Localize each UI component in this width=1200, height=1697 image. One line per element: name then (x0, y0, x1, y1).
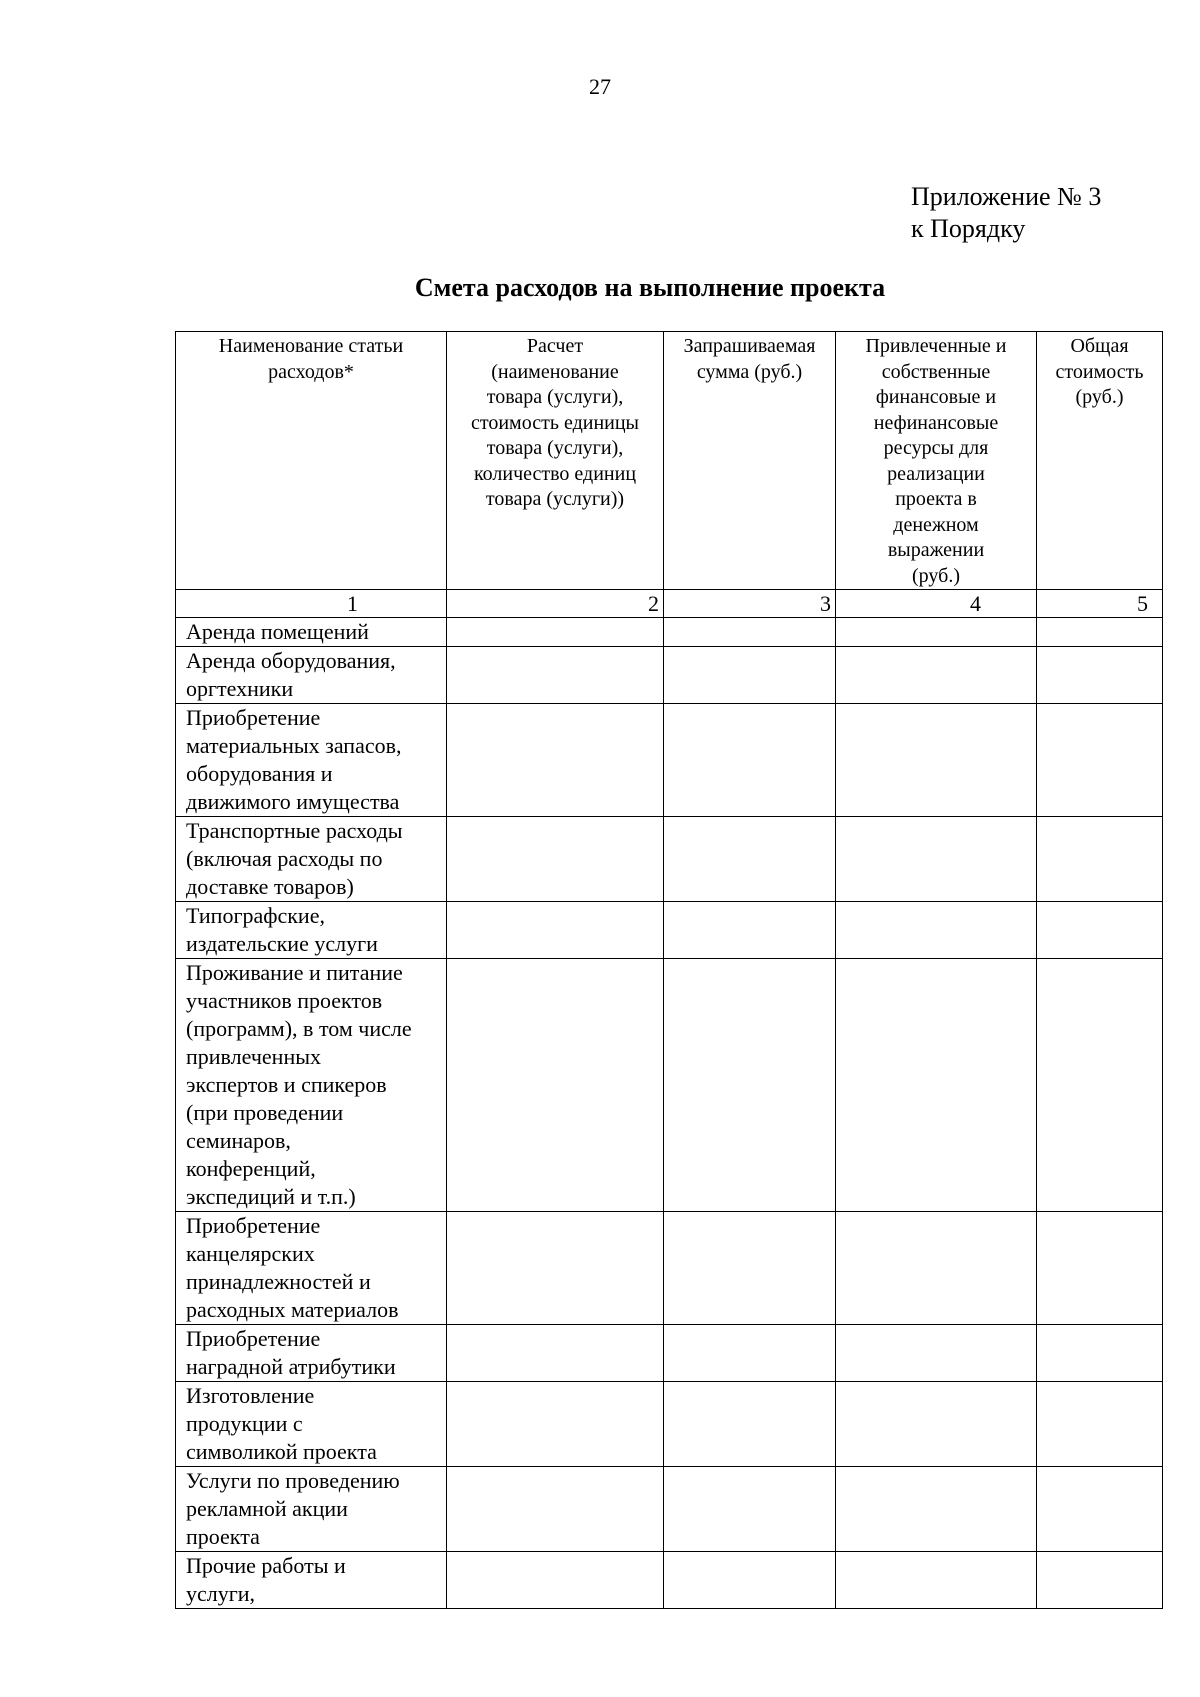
attracted-resources-cell (836, 1212, 1037, 1325)
expense-item-name (176, 1325, 447, 1382)
expense-item-name (176, 902, 447, 959)
attracted-resources-cell (836, 1325, 1037, 1382)
requested-sum-cell (664, 1325, 836, 1382)
column-number-4: 4 (836, 590, 1037, 618)
table-row (176, 1325, 1163, 1382)
table-row (176, 1467, 1163, 1552)
header-row (176, 332, 1163, 590)
column-number-row (176, 590, 1163, 618)
total-cost-cell (1037, 1212, 1163, 1325)
expense-item-label: Транспортные расходы (включая расходы по доставке товаров) (186, 818, 403, 899)
calculation-cell (447, 618, 664, 647)
expense-item-name (176, 1552, 447, 1609)
requested-sum-cell (664, 647, 836, 704)
total-cost-cell (1037, 1325, 1163, 1382)
total-cost-cell (1037, 902, 1163, 959)
attracted-resources-cell (836, 704, 1037, 817)
calculation-cell (447, 704, 664, 817)
requested-sum-cell (664, 902, 836, 959)
expense-item-label: Приобретение наградной атрибутики (186, 1326, 396, 1379)
column-number-1: 1 (176, 590, 447, 618)
total-cost-cell (1037, 1552, 1163, 1609)
table-row (176, 1552, 1163, 1609)
calculation-cell (447, 959, 664, 1212)
expense-item-name (176, 1382, 447, 1467)
total-cost-cell (1037, 704, 1163, 817)
appendix-number: Приложение № 3 (911, 182, 1102, 211)
expense-item-name (176, 1212, 447, 1325)
calculation-cell (447, 1325, 664, 1382)
expense-item-name (176, 959, 447, 1212)
expense-item-label: Типографские, издательские услуги (186, 903, 378, 956)
header-item-name (176, 332, 447, 590)
header-requested-sum (664, 332, 836, 590)
calculation-cell (447, 902, 664, 959)
expense-item-name (176, 618, 447, 647)
attracted-resources-cell (836, 902, 1037, 959)
expense-item-label: Аренда оборудования, оргтехники (186, 648, 396, 701)
table-row (176, 704, 1163, 817)
requested-sum-cell (664, 1467, 836, 1552)
attracted-resources-cell (836, 817, 1037, 902)
header-requested-sum-text: Запрашиваемая сумма (руб.) (683, 335, 816, 383)
attracted-resources-cell (836, 1467, 1037, 1552)
expense-item-label: Услуги по проведению рекламной акции проекта (186, 1468, 400, 1549)
expense-item-label: Аренда помещений (186, 619, 369, 644)
requested-sum-cell (664, 704, 836, 817)
table-row (176, 647, 1163, 704)
document-title: Смета расходов на выполнение проекта (414, 273, 886, 302)
column-number-3: 3 (664, 590, 836, 618)
table-row (176, 1382, 1163, 1467)
header-attracted-resources (836, 332, 1037, 590)
expense-item-name (176, 647, 447, 704)
table-row (176, 959, 1163, 1212)
header-calculation (447, 332, 664, 590)
appendix-reference: к Порядку (911, 214, 1026, 243)
expense-item-label: Изготовление продукции с символикой проекта (186, 1383, 377, 1464)
requested-sum-cell (664, 1212, 836, 1325)
requested-sum-cell (664, 1552, 836, 1609)
header-item-name-text: Наименование статьи расходов* (218, 335, 404, 383)
table-row (176, 902, 1163, 959)
calculation-cell (447, 1467, 664, 1552)
total-cost-cell (1037, 817, 1163, 902)
header-calculation-text: Расчет (наименование товара (услуги), стоимость единицы товара (услуги), количество единиц товара (услуги)) (471, 335, 639, 510)
calculation-cell (447, 817, 664, 902)
attracted-resources-cell (836, 1552, 1037, 1609)
expense-item-name (176, 817, 447, 902)
total-cost-cell (1037, 647, 1163, 704)
column-number-5: 5 (1037, 590, 1163, 618)
expense-item-name (176, 704, 447, 817)
total-cost-cell (1037, 1467, 1163, 1552)
table-row (176, 618, 1163, 647)
header-total-cost (1037, 332, 1163, 590)
table-row (176, 1212, 1163, 1325)
expense-item-label: Прочие работы и услуги, (186, 1553, 346, 1606)
expense-item-label: Приобретение канцелярских принадлежностей и расходных материалов (186, 1213, 399, 1322)
appendix-note (911, 181, 1101, 245)
total-cost-cell (1037, 618, 1163, 647)
requested-sum-cell (664, 1382, 836, 1467)
expense-item-label: Приобретение материальных запасов, оборудования и движимого имущества (186, 705, 402, 814)
attracted-resources-cell (836, 1382, 1037, 1467)
table-row (176, 817, 1163, 902)
calculation-cell (447, 1552, 664, 1609)
header-total-cost-text: Общая стоимость (руб.) (1055, 335, 1144, 408)
attracted-resources-cell (836, 959, 1037, 1212)
calculation-cell (447, 1382, 664, 1467)
attracted-resources-cell (836, 618, 1037, 647)
requested-sum-cell (664, 817, 836, 902)
header-attracted-resources-text: Привлеченные и собственные финансовые и нефинансовые ресурсы для реализации проекта в денежном выражении (руб.) (865, 335, 1007, 587)
calculation-cell (447, 1212, 664, 1325)
expense-item-name (176, 1467, 447, 1552)
page-number: 27 (589, 74, 611, 99)
total-cost-cell (1037, 1382, 1163, 1467)
requested-sum-cell (664, 959, 836, 1212)
column-number-2: 2 (447, 590, 664, 618)
expense-estimate-table (175, 331, 1163, 1609)
calculation-cell (447, 647, 664, 704)
total-cost-cell (1037, 959, 1163, 1212)
requested-sum-cell (664, 618, 836, 647)
attracted-resources-cell (836, 647, 1037, 704)
expense-item-label: Проживание и питание участников проектов (программ), в том числе привлеченных экспертов и спикеров (при проведении семинаров, конференций, экспедиций и т.п.) (186, 960, 412, 1209)
